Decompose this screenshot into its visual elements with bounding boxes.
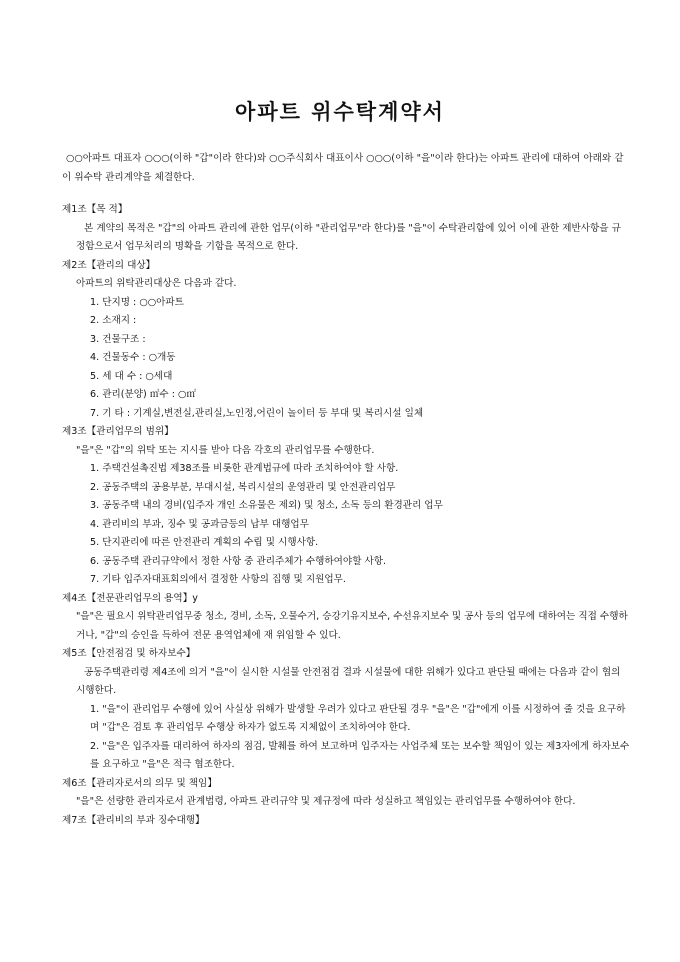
article-item-list: [62, 460, 630, 590]
list-item: 6. 공동주택 관리규약에서 정한 사항 중 관리주체가 수행하여야할 사항.: [90, 555, 387, 567]
article-title: 제3조【관리업무의 범위】: [62, 426, 174, 437]
article-title: 제7조【관리비의 부과 징수대행】: [62, 814, 205, 826]
article-6: [62, 775, 630, 812]
list-item: 2. 소재지 :: [90, 315, 137, 326]
article-title: 제5조【안전점검 및 하자보수】: [62, 648, 196, 659]
list-item: 2. "을"은 입주자를 대리하여 하자의 점검, 발췌를 하여 보고하며 입주자는 사업주체 또는 보수할 책임이 있는 제3자에게 하자보수를 요구하고 "을"은 적극 협조한다.: [90, 740, 630, 770]
article-2: [62, 257, 630, 424]
article-1: [62, 201, 630, 257]
list-item: 7. 기타 입주자대표회의에서 결정한 사항의 집행 및 지원업무.: [90, 574, 346, 585]
document-body: [62, 150, 630, 830]
list-item: 4. 관리비의 부과, 징수 및 공과금등의 납부 대행업무: [90, 518, 309, 530]
list-item: 5. 단지관리에 따른 안전관리 계획의 수립 및 시행사항.: [90, 537, 319, 548]
article-paragraph: "을"은 선량한 관리자로서 관계법령, 아파트 관리규약 및 제규정에 따라 성실하고 책임있는 관리업무를 수행하여야 한다.: [76, 796, 576, 807]
article-5: [62, 645, 630, 775]
article-item-list: [62, 294, 630, 424]
list-item: 1. "을"이 관리업무 수행에 있어 사실상 위해가 발생할 우려가 있다고 판단될 경우 "을"은 "갑"에게 이를 시정하여 줄 것을 요구하며 "갑"은 검토 후 관리업무 수행상 하자가 없도록 지체없이 조치하여야 한다.: [90, 703, 626, 733]
list-item: 5. 세 대 수 : ○세대: [90, 370, 173, 382]
article-item-list: [62, 701, 630, 775]
article-paragraph: "을"은 필요시 위탁관리업무중 청소, 경비, 소독, 오물수거, 승강기유지보수, 수선유지보수 및 공사 등의 업무에 대하여는 직접 수행하거나, "갑"의 승인을 득하여 전문 용역업체에 재 위임할 수 있다.: [76, 611, 628, 641]
article-paragraph: 아파트의 위탁관리대상은 다음과 같다.: [76, 278, 237, 289]
article-3: [62, 423, 630, 590]
list-item: 6. 관리(분양) ㎡수 : ○㎡: [90, 389, 196, 400]
article-paragraph: 공동주택관리령 제4조에 의거 "을"이 실시한 시설물 안전점검 결과 시설물에 대한 위해가 있다고 판단될 때에는 다음과 같이 협의 시행한다.: [76, 666, 621, 696]
list-item: 3. 건물구조 :: [90, 333, 146, 345]
article-7: [62, 812, 630, 831]
article-4: [62, 590, 630, 646]
list-item: 2. 공동주택의 공용부분, 부대시설, 복리시설의 운영관리 및 안전관리업무: [90, 481, 396, 493]
article-paragraph: "을"은 "갑"의 위탁 또는 지시를 받아 다음 각호의 관리업무를 수행한다.: [76, 444, 375, 456]
article-title: 제6조【관리자로서의 의무 및 책임】: [62, 777, 217, 789]
article-title: 제2조【관리의 대상】: [62, 259, 156, 271]
list-item: 1. 단지명 : ○○아파트: [90, 296, 184, 308]
document-title: 아파트 위수탁계약서: [235, 100, 445, 124]
list-item: 1. 주택건설촉진법 제38조를 비롯한 관계법규에 따라 조치하여야 할 사항.: [90, 463, 399, 474]
intro-paragraph: ○○아파트 대표자 ○○○(이하 "갑"이라 한다)와 ○○주식회사 대표이사 ○○○(이하 "을"이라 한다)는 아파트 관리에 대하여 아래와 같이 위수탁 관리계약을 체결한다.: [62, 153, 624, 183]
list-item: 7. 기 타 : 기계실,변전실,관리실,노인정,어린이 놀이터 등 부대 및 복리시설 일체: [90, 407, 424, 419]
list-item: 3. 공동주택 내의 경비(입주자 개인 소유물은 제외) 및 청소, 소독 등의 환경관리 업무: [90, 500, 443, 511]
article-title: 제4조【전문관리업무의 용역】y: [62, 592, 198, 604]
article-title: 제1조【목 적】: [62, 204, 128, 215]
list-item: 4. 건물동수 : ○개동: [90, 352, 176, 363]
article-paragraph: 본 계약의 목적은 "갑"의 아파트 관리에 관한 업무(이하 "관리업무"라 한다)를 "을"이 수탁관리함에 있어 이에 관한 제반사항을 규정함으로서 업무처리의 명확을 기함을 목적으로 한다.: [76, 222, 621, 252]
